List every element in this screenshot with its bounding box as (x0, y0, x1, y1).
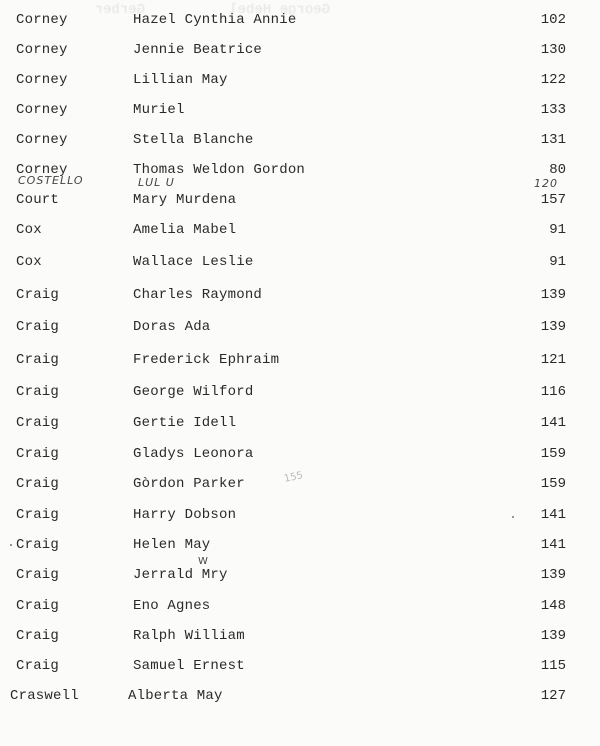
surname: Craig (16, 319, 60, 335)
surname: Corney (16, 162, 68, 178)
surname: Cox (16, 222, 42, 238)
record-row (0, 42, 600, 66)
bleed-surname: Gerber (94, 2, 145, 18)
record-row (0, 628, 600, 652)
pencil-note: 155 (283, 470, 305, 485)
record-row (0, 319, 600, 343)
given-names: Doras Ada (133, 319, 211, 335)
record-number: 122 (540, 72, 566, 88)
record-number: 148 (540, 598, 566, 614)
record-row (0, 72, 600, 96)
record-number: 139 (540, 287, 566, 303)
record-number: 141 (540, 537, 566, 553)
given-names: Ralph William (133, 628, 245, 644)
given-names: Mary Murdena (133, 192, 237, 208)
handwritten-surname-note: COSTELLO (18, 174, 84, 187)
record-row (0, 287, 600, 311)
record-row (0, 222, 600, 246)
given-names: Amelia Mabel (133, 222, 237, 238)
given-names: Stella Blanche (133, 132, 254, 148)
surname: Craswell (10, 688, 79, 704)
record-number: 133 (540, 102, 566, 118)
given-names: Gladys Leonora (133, 446, 254, 462)
surname: Craig (16, 446, 60, 462)
given-names: Jennie Beatrice (133, 42, 263, 58)
record-row (0, 567, 600, 591)
given-names: Helen May (133, 537, 211, 553)
record-row (0, 688, 600, 712)
record-row (0, 132, 600, 156)
record-row (0, 658, 600, 682)
given-names: George Wilford (133, 384, 254, 400)
given-names: Harry Dobson (133, 507, 237, 523)
paper-speck (512, 516, 514, 518)
given-names: Frederick Ephraim (133, 352, 280, 368)
given-names: Jerrald Mry (133, 567, 228, 583)
surname: Craig (16, 352, 60, 368)
handwritten-given-note: LUL U (138, 176, 175, 189)
record-number: 115 (540, 658, 566, 674)
handwritten-insert-mark: W (198, 556, 209, 567)
surname: Craig (16, 384, 60, 400)
given-names: Thomas Weldon Gordon (133, 162, 306, 178)
record-row (0, 415, 600, 439)
record-number: 131 (540, 132, 566, 148)
given-names: Gòrdon Parker (133, 476, 245, 492)
given-names: Charles Raymond (133, 287, 263, 303)
surname: Craig (16, 658, 60, 674)
surname: Craig (16, 567, 60, 583)
record-row (0, 537, 600, 561)
surname: Court (16, 192, 60, 208)
given-names: Muriel (133, 102, 185, 118)
record-number: 157 (540, 192, 566, 208)
handwritten-number-note: 120 (534, 177, 558, 190)
given-names: Gertie Idell (133, 415, 237, 431)
record-number: 141 (540, 415, 566, 431)
record-row (0, 192, 600, 216)
surname: Craig (16, 628, 60, 644)
surname: Craig (16, 537, 60, 553)
given-names: Eno Agnes (133, 598, 211, 614)
record-number: 139 (540, 628, 566, 644)
record-number: 80 (549, 162, 566, 178)
given-names: Lillian May (133, 72, 228, 88)
record-row (0, 162, 600, 186)
record-row (0, 254, 600, 278)
surname: Cox (16, 254, 42, 270)
record-row (0, 102, 600, 126)
record-row (0, 446, 600, 470)
surname: Craig (16, 415, 60, 431)
record-number: 141 (540, 507, 566, 523)
surname: Corney (16, 42, 68, 58)
record-row (0, 12, 600, 36)
surname: Craig (16, 507, 60, 523)
surname: Corney (16, 12, 68, 28)
given-names: Alberta May (128, 688, 223, 704)
record-row (0, 384, 600, 408)
given-names: Wallace Leslie (133, 254, 254, 270)
given-names: Samuel Ernest (133, 658, 245, 674)
record-number: 159 (540, 446, 566, 462)
record-number: 130 (540, 42, 566, 58)
record-number: 159 (540, 476, 566, 492)
bleed-given: George Hebel (229, 2, 330, 18)
surname: Corney (16, 72, 68, 88)
record-number: 91 (549, 222, 566, 238)
record-row (0, 507, 600, 531)
record-row (0, 598, 600, 622)
record-number: 121 (540, 352, 566, 368)
surname: Corney (16, 102, 68, 118)
surname: Craig (16, 287, 60, 303)
record-number: 91 (549, 254, 566, 270)
record-row (0, 352, 600, 376)
record-number: 102 (540, 12, 566, 28)
given-names: Hazel Cynthia Annie (133, 12, 297, 28)
record-number: 139 (540, 567, 566, 583)
surname: Craig (16, 476, 60, 492)
record-number: 116 (540, 384, 566, 400)
paper-speck (10, 544, 12, 546)
record-number: 127 (540, 688, 566, 704)
surname: Craig (16, 598, 60, 614)
record-number: 139 (540, 319, 566, 335)
surname: Corney (16, 132, 68, 148)
